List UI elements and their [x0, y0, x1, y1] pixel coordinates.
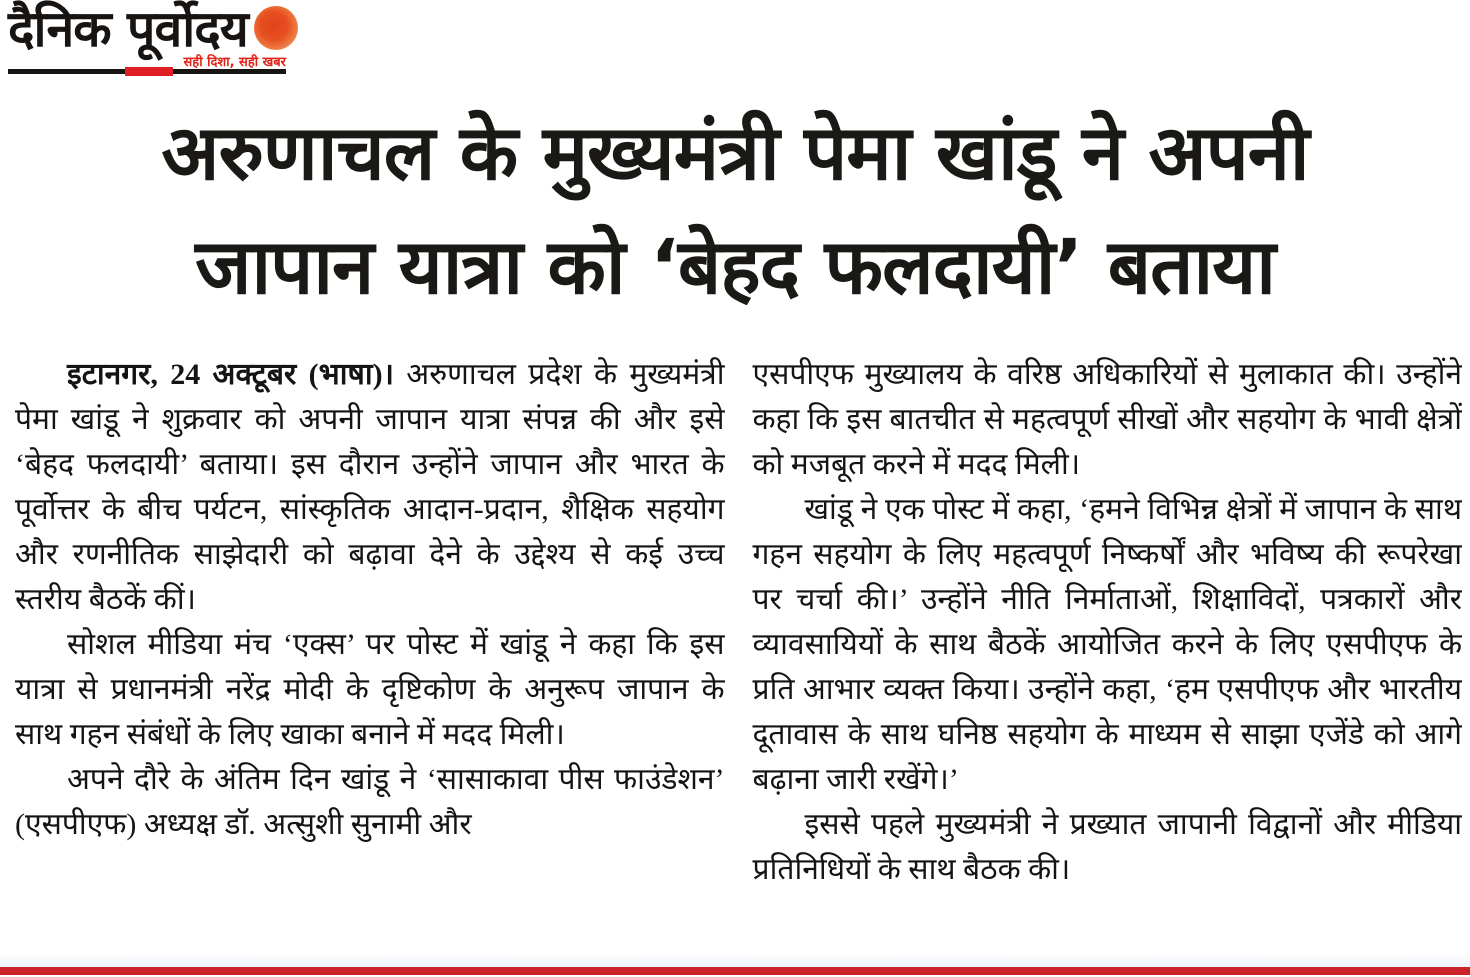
article-column-left — [15, 352, 725, 958]
paragraph: एसपीएफ मुख्यालय के वरिष्ठ अधिकारियों से मुलाकात की। उन्होंने कहा कि इस बातचीत से महत्वपूर्ण सीखों और सहयोग के भावी क्षेत्रों को मजबूत करने में मदद मिली। — [752, 358, 1462, 481]
paragraph: अपने दौरे के अंतिम दिन खांडू ने ‘सासाकावा पीस फाउंडेशन’ (एसपीएफ) अध्यक्ष डॉ. अत्सुशी सुनामी और — [15, 763, 725, 841]
article-headline — [0, 96, 1470, 324]
dateline: इटानगर, 24 अक्टूबर (भाषा)। — [67, 358, 394, 391]
headline-line-1: अरुणाचल के मुख्यमंत्री पेमा खांडू ने अपनी — [161, 108, 1309, 197]
sun-logo-icon — [254, 6, 298, 50]
paragraph-text: अरुणाचल प्रदेश के मुख्यमंत्री पेमा खांडू ने शुक्रवार को अपनी जापान यात्रा संपन्न की और इसे ‘बेहद फलदायी’ बताया। इस दौरान उन्होंने जापान और भारत के पूर्वोत्तर के बीच पर्यटन, सांस्कृतिक आदान-प्रदान, शैक्षिक सहयोग और रणनीतिक साझेदारी को बढ़ावा देने के उद्देश्य से कई उच्च स्तरीय बैठकें कीं। — [15, 358, 725, 616]
bottom-red-bar — [0, 967, 1470, 975]
paragraph: सोशल मीडिया मंच ‘एक्स’ पर पोस्ट में खांडू ने कहा कि इस यात्रा से प्रधानमंत्री नरेंद्र मोदी के दृष्टिकोण के अनुरूप जापान के साथ गहन संबंधों के लिए खाका बनाने में मदद मिली। — [15, 628, 725, 751]
headline-line-2: जापान यात्रा को ‘बेहद फलदायी’ बताया — [195, 222, 1275, 311]
newspaper-title: दैनिक पूर्वोदय — [8, 0, 248, 58]
masthead — [0, 0, 300, 82]
paragraph: इससे पहले मुख्यमंत्री ने प्रख्यात जापानी विद्वानों और मीडिया प्रतिनिधियों के साथ बैठक की। — [752, 808, 1462, 886]
article-column-right — [753, 352, 1463, 958]
paragraph — [15, 352, 725, 622]
masthead-logo-wrap — [0, 0, 300, 82]
masthead-tagline: सही दिशा, सही खबर — [183, 55, 286, 70]
masthead-badge — [125, 67, 173, 76]
article-body — [15, 352, 1462, 958]
bottom-tint-strip — [0, 953, 1470, 967]
paragraph: खांडू ने एक पोस्ट में कहा, ‘हमने विभिन्न क्षेत्रों में जापान के साथ गहन सहयोग के लिए महत्वपूर्ण निष्कर्षों और भविष्य की रूपरेखा पर चर्चा की।’ उन्होंने नीति निर्माताओं, शिक्षाविदों, पत्रकारों और व्यावसायियों के साथ बैठकें आयोजित करने के लिए एसपीएफ के प्रति आभार व्यक्त किया। उन्होंने कहा, ‘हम एसपीएफ और भारतीय दूतावास के साथ घनिष्ठ सहयोग के माध्यम से साझा एजेंडे को आगे बढ़ाना जारी रखेंगे।’ — [752, 493, 1462, 796]
